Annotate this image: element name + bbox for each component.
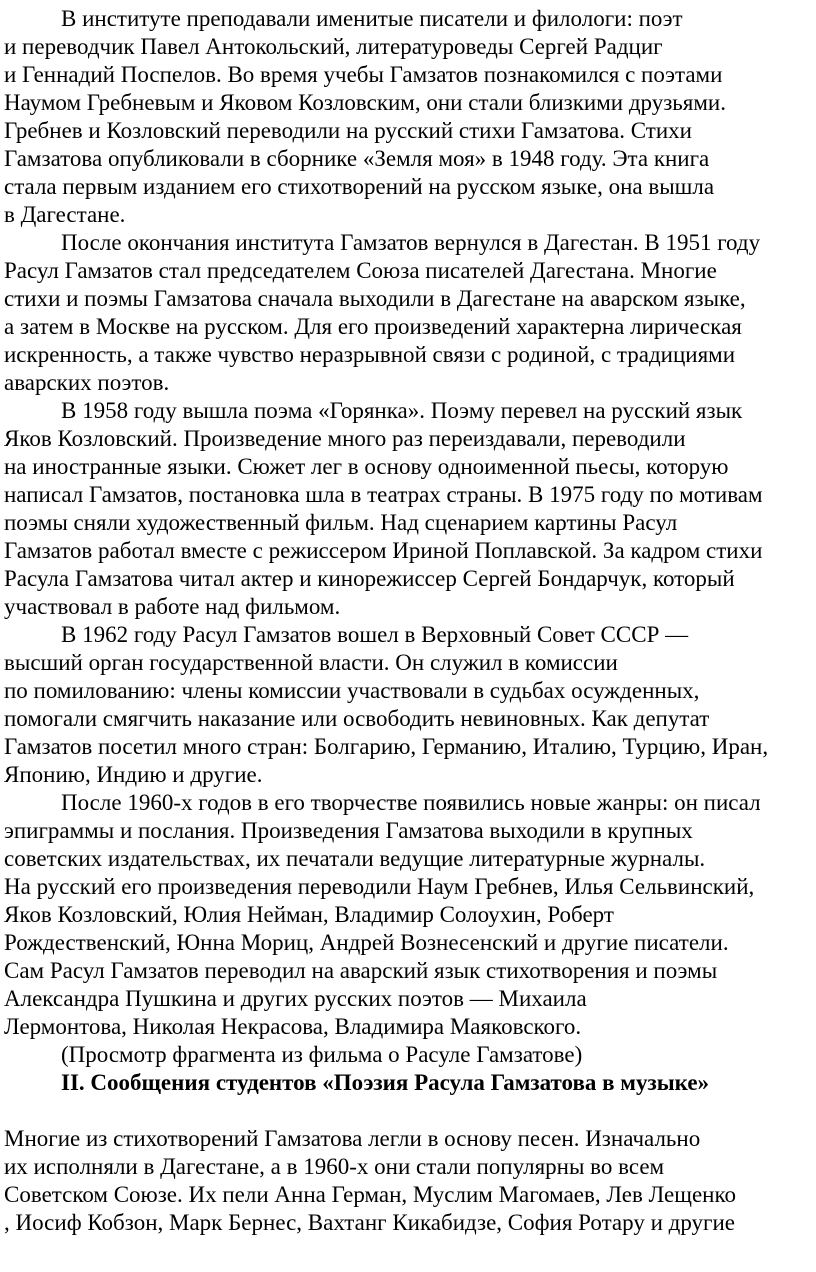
text-line: аварских поэтов. bbox=[4, 370, 170, 395]
text-line: В институте преподавали именитые писатели и филологи: поэт bbox=[61, 6, 683, 31]
text-line: В 1962 году Расул Гамзатов вошел в Верховный Совет СССР — bbox=[61, 622, 689, 647]
text-line: искренность, а также чувство неразрывной связи с родиной, с традициями bbox=[4, 342, 736, 367]
text-line: советских издательствах, их печатали ведущие литературные журналы. bbox=[4, 846, 706, 871]
text-line: Гамзатов посетил много стран: Болгарию, Германию, Италию, Турцию, Иран, bbox=[4, 734, 769, 759]
text-line: После 1960-х годов в его творчестве появились новые жанры: он писал bbox=[61, 790, 761, 815]
text-line: Многие из стихотворений Гамзатова легли в основу песен. Изначально bbox=[4, 1126, 701, 1151]
text-line: Расул Гамзатов стал председателем Союза писателей Дагестана. Многие bbox=[4, 258, 717, 283]
text-line: по помилованию: члены комиссии участвовали в судьбах осужденных, bbox=[4, 678, 700, 703]
text-line: Яков Козловский. Произведение много раз переиздавали, переводили bbox=[4, 426, 686, 451]
text-line: а затем в Москве на русском. Для его произведений характерна лирическая bbox=[4, 314, 742, 339]
text-line: помогали смягчить наказание или освободить невиновных. Как депутат bbox=[4, 706, 710, 731]
text-line: поэмы сняли художественный фильм. Над сценарием картины Расул bbox=[4, 510, 678, 535]
text-line: Советском Союзе. Их пели Анна Герман, Муслим Магомаев, Лев Лещенко bbox=[4, 1182, 737, 1207]
text-line: Сам Расул Гамзатов переводил на аварский язык стихотворения и поэмы bbox=[4, 958, 718, 983]
text-line: стихи и поэмы Гамзатова сначала выходили в Дагестане на аварском языке, bbox=[4, 286, 746, 311]
text-line: В 1958 году вышла поэма «Горянка». Поэму перевел на русский язык bbox=[61, 398, 743, 423]
text-line: Гамзатова опубликовали в сборнике «Земля моя» в 1948 году. Эта книга bbox=[4, 146, 710, 171]
text-line: в Дагестане. bbox=[4, 202, 126, 227]
text-line: После окончания института Гамзатов вернулся в Дагестан. В 1951 году bbox=[61, 230, 761, 255]
text-line: и Геннадий Поспелов. Во время учебы Гамзатов познакомился с поэтами bbox=[4, 62, 723, 87]
text-line: Лермонтова, Николая Некрасова, Владимира Маяковского. bbox=[4, 1014, 582, 1039]
text-line: Яков Козловский, Юлия Нейман, Владимир Солоухин, Роберт bbox=[4, 902, 614, 927]
section-heading: II. Сообщения студентов «Поэзия Расула Гамзатова в музыке» bbox=[61, 1070, 710, 1095]
text-line: Гребнев и Козловский переводили на русский стихи Гамзатова. Стихи bbox=[4, 118, 692, 143]
film-fragment-note: (Просмотр фрагмента из фильма о Расуле Гамзатове) bbox=[61, 1042, 583, 1067]
text-line: и переводчик Павел Антокольский, литературоведы Сергей Радциг bbox=[4, 34, 663, 59]
text-line: эпиграммы и послания. Произведения Гамзатова выходили в крупных bbox=[4, 818, 693, 843]
text-line: на иностранные языки. Сюжет лег в основу одноименной пьесы, которую bbox=[4, 454, 729, 479]
text-line: стала первым изданием его стихотворений на русском языке, она вышла bbox=[4, 174, 715, 199]
text-line: написал Гамзатов, постановка шла в театрах страны. В 1975 году по мотивам bbox=[4, 482, 763, 507]
text-line: Гамзатов работал вместе с режиссером Ириной Поплавской. За кадром стихи bbox=[4, 538, 763, 563]
text-line: Наумом Гребневым и Яковом Козловским, они стали близкими друзьями. bbox=[4, 90, 726, 115]
text-line: , Иосиф Кобзон, Марк Бернес, Вахтанг Кикабидзе, София Ротару и другие bbox=[4, 1210, 735, 1235]
text-line: На русский его произведения переводили Наум Гребнев, Илья Сельвинский, bbox=[4, 874, 755, 899]
text-line: участвовал в работе над фильмом. bbox=[4, 594, 341, 619]
text-line: Расула Гамзатова читал актер и кинорежиссер Сергей Бондарчук, который bbox=[4, 566, 735, 591]
text-line: Рождественский, Юнна Мориц, Андрей Вознесенский и другие писатели. bbox=[4, 930, 729, 955]
text-line: высший орган государственной власти. Он служил в комиссии bbox=[4, 650, 618, 675]
text-line: их исполняли в Дагестане, а в 1960-х они стали популярны во всем bbox=[4, 1154, 665, 1179]
text-line: Японию, Индию и другие. bbox=[4, 762, 263, 787]
text-line: Александра Пушкина и других русских поэтов — Михаила bbox=[4, 986, 587, 1011]
